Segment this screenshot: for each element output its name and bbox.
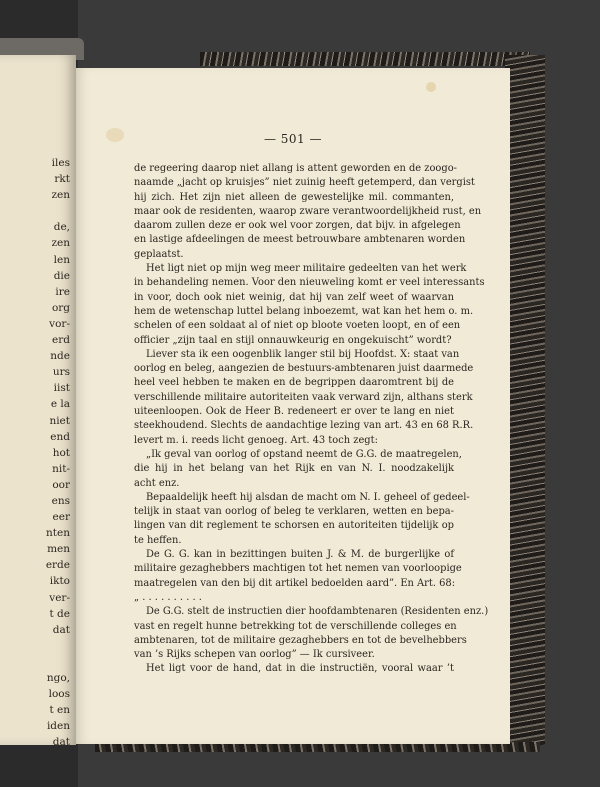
left-page-fragment: e la (50, 398, 70, 411)
left-page-fragment: end (50, 430, 70, 443)
text-line: telijk in staat van oorlog of beleg te verklaren, wetten en bepa- (134, 506, 454, 518)
page-number: — 501 — (263, 132, 323, 146)
left-page-fragment: dat (52, 623, 70, 636)
left-page-fragment: eer (52, 511, 70, 524)
left-page-fragment: vor- (49, 317, 70, 330)
left-page-fragment: ngo, (46, 672, 70, 684)
left-page-fragment (10, 638, 70, 654)
text-line: heel veel hebben te maken en de begrippen daaromtrent bij de (134, 377, 454, 389)
text-line: vast en regelt hunne betrekking tot de verschillende colleges en (134, 620, 457, 632)
text-line: maatregelen van den bij dit artikel bedoelden aard”. En Art. 68: (134, 577, 456, 589)
text-line: hem de wetenschap luttel belang inboezemt, wat kan het hem o. m. (134, 305, 474, 317)
text-line: De G.G. stelt de instructien dier hoofdambtenaren (Residenten enz.) (146, 606, 489, 618)
text-line: daarom zullen deze er ook wel voor zorgen, dat bijv. in afgelegen (134, 220, 461, 232)
left-page-fragment: nten (46, 527, 70, 540)
left-page-fragment: zen (51, 237, 70, 250)
left-page-fragment (10, 203, 70, 219)
text-line: in behandeling nemen. Voor den nieuweling komt er veel interessants (134, 277, 485, 289)
left-page-fragment: loos (48, 688, 70, 701)
text-line: naamde „jacht op kruisjes” niet zuinig heeft getemperd, dan vergist (134, 177, 475, 189)
left-page-fragment: len (53, 253, 70, 266)
text-line: Het ligt niet op mijn weg meer militaire gedeelten van het werk (146, 263, 467, 275)
text-line: De G. G. kan in bezittingen buiten J. & M. de burgerlijke of (146, 549, 454, 561)
left-page-fragment: die (53, 269, 70, 282)
left-page-fragment: ikto (49, 575, 70, 588)
marbled-board-edge (505, 55, 545, 745)
left-page-fragment: ire (55, 285, 70, 298)
left-page-text-fragments (10, 155, 70, 750)
left-page-fragment: men (47, 543, 70, 556)
text-line: steekhoudend. Slechts de aandachtige lezing van art. 43 en 68 R.R. (134, 420, 474, 432)
text-line: „ . . . . . . . . . . (134, 591, 202, 603)
text-line: van ’s Rijks schepen van oorlog” — Ik cursiveer. (134, 649, 375, 661)
left-page-fragment: erd (52, 334, 70, 347)
text-line: hij zich. Het zijn niet alleen de gewestelijke mil. commanten, (134, 191, 454, 203)
right-page (76, 68, 510, 744)
text-line: geplaatst. (134, 248, 184, 260)
text-line: Bepaaldelijk heeft hij alsdan de macht om N. I. geheel of gedeel- (146, 491, 470, 503)
text-line: maar ook de residenten, waarop zware verantwoordelijkheid rust, en (134, 205, 482, 217)
marbled-board-top (200, 52, 530, 66)
text-line: officier „zijn taal en stijl onnauwkeurig en ongekuischt” wordt? (134, 334, 452, 346)
text-line: verschillende militaire autoriteiten vaak verward zijn, althans sterk (134, 391, 473, 403)
text-line: ambtenaren, tot de militaire gezaghebbers en tot de bevelhebbers (134, 634, 467, 646)
text-line: in voor, doch ook niet weinig, dat hij van zelf weet of waarvan (134, 291, 454, 303)
left-page-fragment: ver- (49, 591, 70, 604)
text-line: schelen of een soldaat al of niet op bloote voeten loopt, en of een (134, 320, 461, 332)
left-page-fragment: urs (52, 366, 70, 379)
text-line: de regeering daarop niet allang is attent geworden en de zoogo- (134, 163, 457, 174)
left-page-fragment: dat (52, 736, 70, 749)
left-page-fragment: niet (49, 414, 70, 427)
text-line: uiteenloopen. Ook de Heer B. redeneert er over te lang en niet (134, 406, 454, 418)
text-line: lingen van dit reglement te schorsen en autoriteiten tijdelijk op (134, 520, 454, 532)
left-page-fragment: ens (51, 494, 70, 507)
left-page (0, 55, 76, 749)
text-line: oorlog en beleg, aangezien de bestuurs-ambtenaren juist daarmede (134, 363, 474, 375)
left-page-fragment: t en (49, 704, 70, 717)
left-page-fragment: iles (51, 157, 70, 169)
text-line: „Ik geval van oorlog of opstand neemt de G.G. de maatregelen, (146, 448, 462, 460)
left-page-fragment: nde (50, 350, 70, 363)
left-page-fragment: iist (53, 382, 70, 395)
text-line: militaire gezaghebbers machtigen tot het nemen van voorloopige (134, 563, 462, 575)
text-line: Het ligt voor de hand, dat in die instructiën, vooral waar ’t (146, 663, 454, 675)
left-page-fragment: iden (46, 720, 70, 733)
left-page-fragment: rkt (54, 173, 70, 186)
text-line: die hij in het belang van het Rijk en van N. I. noodzakelijk (134, 463, 454, 475)
text-line: acht enz. (134, 477, 180, 489)
left-page-fragment: de, (53, 221, 70, 234)
left-page-fragment: org (51, 301, 70, 314)
left-page-fragment: oor (52, 478, 70, 491)
page-body-text (134, 162, 489, 677)
left-page-fragment: erde (45, 559, 70, 572)
text-line: te heffen. (134, 534, 182, 546)
left-page-fragment: nit- (52, 462, 70, 475)
text-line: levert m. i. reeds licht genoeg. Art. 43 toch zegt: (134, 434, 378, 446)
paper-stain (426, 82, 436, 92)
text-line: Liever sta ik een oogenblik langer stil bij Hoofdst. X: staat van (146, 348, 460, 360)
left-page-fragment: hot (52, 446, 70, 459)
left-page-fragment: zen (51, 189, 70, 202)
left-page-fragment (10, 654, 70, 670)
left-page-fragment: t de (49, 607, 70, 620)
text-line: en lastige afdeelingen de meest betrouwbare ambtenaren worden (134, 234, 466, 246)
